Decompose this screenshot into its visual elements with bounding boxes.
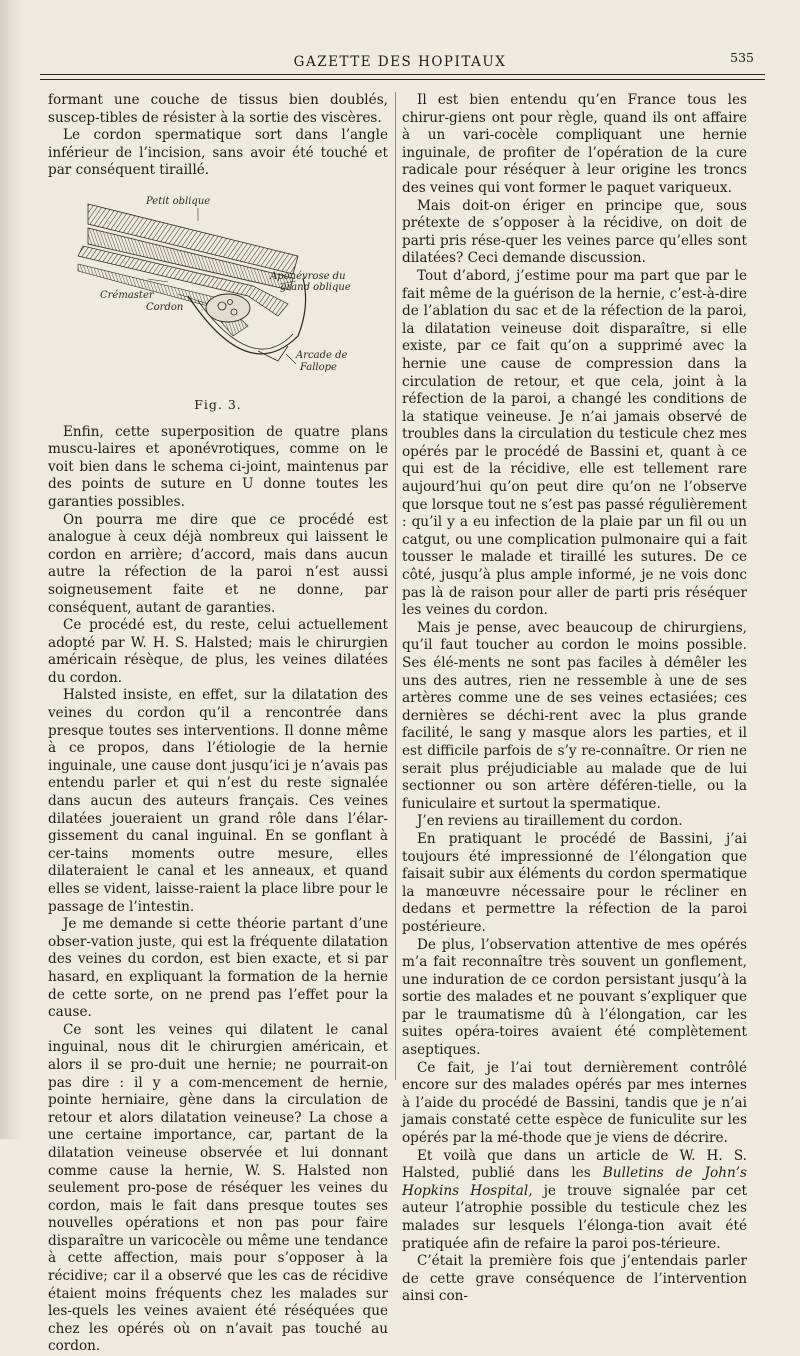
journal-title: GAZETTE DES HOPITAUX (293, 54, 507, 70)
header-rule-thick (40, 74, 765, 75)
label-arcade-1: Arcade de (296, 349, 348, 361)
figure-caption: Fig. 3. (194, 396, 242, 412)
label-arcade-2: Fallope (300, 361, 337, 373)
left-column (48, 92, 388, 1356)
leader-line (286, 354, 296, 364)
label-aponevrose-1: Aponévrose du (270, 270, 346, 282)
paragraph: Mais je pense, avec beaucoup de chirurgiens, qu’il faut toucher au cordon le moins possible. Ses élé-ments ne sont pas faciles à démêler les uns des autres, rien ne ressemble à une de ses artères comme une de ses veines ectasiées; ces dernières se déchi-rent avec la plus grande facilité, le sang y masque alors les parties, et il est difficile parfois de s’y re-connaître. Or rien ne serait plus préjudiciable au malade que de lui sectionner ou son artère déféren-tielle, ou la funiculaire et surtout la spermatique. (402, 619, 747, 812)
paragraph: Je me demande si cette théorie partant d’une obser-vation juste, qui est la fréquente dilatation des veines du cordon, est bien exacte, et si par hasard, en expliquant la formation de la hernie de cette sorte, on ne prend pas l’effet pour la cause. (48, 916, 388, 1021)
paragraph: Ce sont les veines qui dilatent le canal inguinal, nous dit le chirurgien américain, et alors il se pro-duit une hernie; ne pourrait-on pas dire : il y a com-mencement de hernie, pointe herniaire, gène dans la circulation de retour et alors dilatation veineuse? La chose a une certaine importance, car, partant de la dilatation veineuse observée et lui donnant comme cause la hernie, W. S. Halsted non seulement pro-pose de réséquer les veines du cordon, mais le fait dans presque toutes ses nouvelles opérations et non pas pour faire disparaître un varicocèle ou même une tendance à cette affection, mais pour s’opposer à la récidive; car il a observé que les cas de récidive étaient moins fréquents chez les malades sur les-quels les veines avaient été réséquées que chez les opérés où on n’avait pas touché au cordon. (48, 1021, 388, 1355)
paragraph: Enfin, cette superposition de quatre plans muscu-laires et aponévrotiques, comme on le voit bien dans le schema ci-joint, maintenus par des points de suture en U donne toutes les garanties possibles. (48, 423, 388, 510)
anatomical-figure (48, 186, 388, 396)
label-aponevrose-2: grand oblique (280, 281, 351, 293)
paragraph: J’en reviens au tiraillement du cordon. (416, 813, 683, 830)
paragraph: Ce fait, je l’ai tout dernièrement contrôlé encore sur des malades opérés par mes internes à l’aide du procédé de Bassini, tandis que je n’ai jamais constaté cette espèce de funiculite sur les opérés par la mé-thode que je viens de décrire. (402, 1059, 747, 1147)
paragraph (402, 1148, 747, 1254)
paragraph: formant une couche de tissus bien doublés, suscep-tibles de résister à la sortie des viscères. (48, 92, 388, 126)
figure-illustration (48, 186, 388, 396)
paragraph: Ce procédé est, du reste, celui actuellement adopté par W. H. S. Halsted; mais le chirurgien américain résèque, de plus, les veines dilatées du cordon. (48, 617, 388, 686)
arcade-fold (258, 346, 288, 361)
text-run: Et voilà que dans un article de W. H. S. Halsted, publié dans les (402, 1147, 747, 1182)
cordon-ellipse (206, 294, 250, 322)
paragraph: En pratiquant le procédé de Bassini, j’ai toujours été impressionné de l’élongation que faisait subir aux éléments du cordon spermatique la manœuvre nécessaire pour le récliner en dedans et permettre la réfection de la paroi postérieure. (402, 830, 747, 935)
paragraph: Il est bien entendu qu’en France tous les chirur-giens ont pour règle, quand ils ont affaire à un vari-cocèle compliquant une hernie inguinale, de profiter de l’opération de la cure radicale pour réséquer à leur origine les troncs des veines qui vont former le paquet variqueux. (402, 92, 747, 196)
page-number: 535 (730, 50, 754, 65)
column-divider (395, 92, 396, 1080)
page-edge-shadow (0, 0, 22, 1139)
paragraph: Le cordon spermatique sort dans l’angle inférieur de l’incision, sans avoir été touché et par conséquent tiraillé. (48, 127, 388, 179)
paragraph: Tout d’abord, j’estime pour ma part que par le fait même de la guérison de la hernie, c’est-à-dire de l’ablation du sac et de la réfection de la paroi, la dilatation veineuse doit disparaître, si elle existe, par ce fait qu’on a supprimé avec la hernie une cause de compression dans la circulation de retour, et que cela, joint à la réfection de la paroi, a changé les conditions de la statique veineuse. Je n’ai jamais observé de troubles dans la circulation du testicule chez mes opérés par le procédé de Bassini et, quant à ce qui est de la récidive, elle est tellement rare aujourd’hui qu’on peut dire qu’on ne l’observe que lorsque tout ne s’est pas passé régulièrement : qu’il y a eu infection de la plaie par un fil ou un catgut, ou une complication pulmonaire qui a fait tousser le malade et tiraillé les sutures. De ce côté, jusqu’à plus ample informé, je ne vois donc pas là de raison pour aller de parti pris réséquer les veines du cordon. (402, 267, 747, 619)
right-column (402, 92, 747, 1306)
paragraph: De plus, l’observation attentive de mes opérés m’a fait reconnaître très souvent un gonflement, une induration de ce cordon persistant jusqu’à la sortie des malades et ne pouvant s’expliquer que par le traumatisme dû à l’élongation, car les suites opéra-toires avaient été complètement aseptiques. (402, 936, 747, 1059)
label-petit-oblique: Petit oblique (146, 195, 211, 207)
label-cremaster: Crémaster (100, 289, 154, 301)
header-rule-thin (40, 79, 765, 80)
paragraph: Halsted insiste, en effet, sur la dilatation des veines du cordon qu’il a rencontrée dans presque toutes ses interventions. Il donne même à ce propos, dans l’étiologie de la hernie inguinale, une cause dont jusqu’ici je n’avais pas entendu parler et qui n’est du reste signalée dans aucun des auteurs français. Ces veines dilatées joueraient un grand rôle dans l’élar-gissement du canal inguinal. En se gonflant à cer-tains moments outre mesure, elles dilateraient le canal et les anneaux, et quand elles se vident, laisse-raient la place libre pour le passage de l’intestin. (48, 687, 388, 915)
paragraph: Mais doit-on ériger en principe que, sous prétexte de s’opposer à la récidive, on doit de parti pris rése-quer les veines parce qu’elles sont dilatées? Ceci demande discussion. (402, 197, 747, 267)
label-cordon: Cordon (146, 301, 184, 313)
journal-citation: Bulletins de John’s Hopkins Hospital, (402, 1165, 748, 1199)
paragraph: On pourra me dire que ce procédé est analogue à ceux déjà nombreux qui laissent le cordon en arrière; d’accord, mais dans aucun autre la réfection de la paroi n’est aussi soigneusement faite et ne donne, par conséquent, autant de garanties. (48, 511, 388, 616)
paragraph: C’était la première fois que j’entendais parler de cette grave conséquence de l’intervention ainsi con- (402, 1253, 747, 1305)
text-run: je trouve signalée par cet auteur l’atrophie possible du testicule chez les malades sur lesquels l’élonga-tion avait été pratiquée afin de refaire la paroi pos-térieure. (402, 1182, 747, 1252)
